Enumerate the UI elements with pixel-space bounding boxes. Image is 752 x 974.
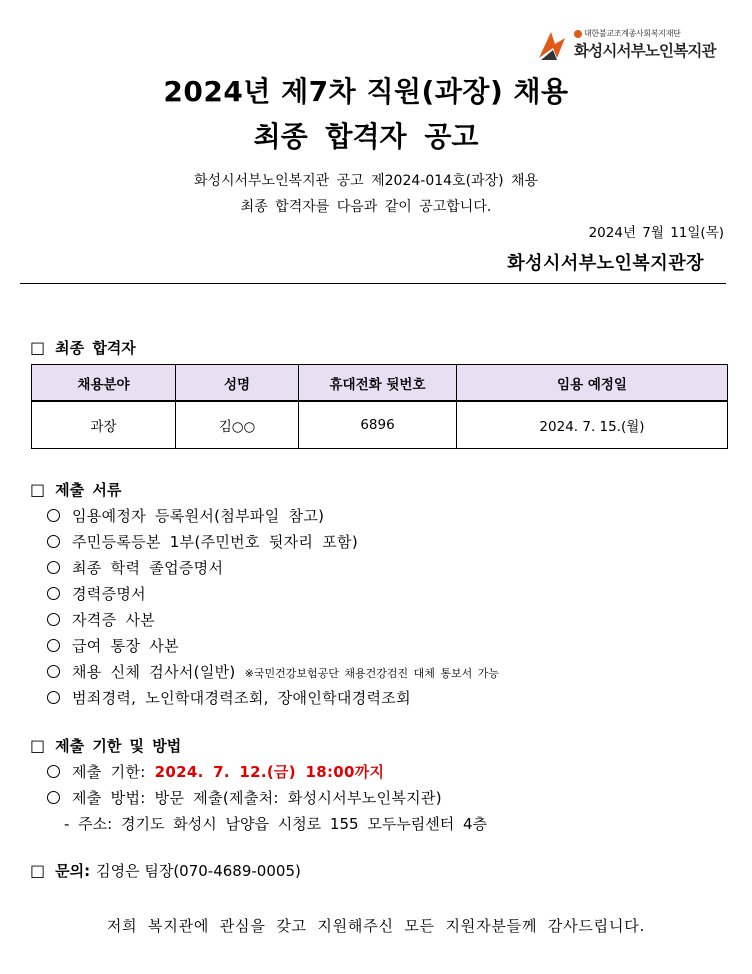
deadline-value: 2024. 7. 12.(금) 18:00까지 (154, 763, 385, 781)
list-item: 자격증 사본 (47, 609, 155, 630)
page-title: 2024년 제7차 직원(과장) 채용 (163, 75, 569, 108)
inquiry (30, 860, 301, 881)
bullet-circle-icon (47, 561, 60, 574)
intro-line-2: 최종 합격자를 다음과 같이 공고합니다. (240, 199, 492, 215)
bullet-circle-icon (47, 639, 60, 652)
list-item: 급여 통장 사본 (47, 635, 179, 656)
section-deadline-heading: □ 제출 기한 및 방법 (30, 736, 182, 755)
bullet-circle-icon (47, 509, 60, 522)
deadline-item: 제출 기한: 2024. 7. 12.(금) 18:00까지 (47, 761, 384, 782)
table-cell: 6896 (299, 401, 457, 449)
inquiry-label: 문의: (55, 862, 91, 880)
intro-line-1: 화성시서부노인복지관 공고 제2024-014호(과장) 채용 (193, 173, 539, 189)
bullet-circle-icon (47, 587, 60, 600)
logo-mark-icon (537, 28, 567, 62)
list-item: 채용 신체 검사서(일반) ※국민건강보험공단 채용건강검진 대체 통보서 가능 (47, 661, 499, 682)
checkbox-glyph: □ (30, 736, 46, 755)
checkbox-glyph: □ (30, 480, 46, 499)
logo-center-name: 화성시서부노인복지관 (574, 42, 716, 60)
method-item: 제출 방법: 방문 제출(제출처: 화성시서부노인복지관) (47, 787, 442, 808)
list-item: 임용예정자 등록원서(첨부파일 참고) (47, 505, 324, 526)
signer-title: 화성시서부노인복지관장 (507, 253, 704, 274)
list-item: 범죄경력, 노인학대경력조회, 장애인학대경력조회 (47, 687, 411, 708)
inquiry-contact: 김영은 팀장(070-4689-0005) (96, 862, 301, 880)
organization-logo (537, 22, 737, 66)
page-subtitle: 최종 합격자 공고 (253, 120, 479, 153)
bullet-circle-icon (47, 613, 60, 626)
address-line: - 주소: 경기도 화성시 남양읍 시청로 155 모두누림센터 4층 (64, 815, 488, 833)
divider (20, 283, 726, 284)
table-header-cell: 휴대전화 뒷번호 (299, 365, 457, 402)
health-check-note: ※국민건강보험공단 채용건강검진 대체 통보서 가능 (244, 667, 499, 680)
list-item: 주민등록등본 1부(주민번호 뒷자리 포함) (47, 531, 358, 552)
announcement-date: 2024년 7월 11일(목) (588, 225, 724, 241)
results-table (31, 364, 728, 449)
table-cell: 2024. 7. 15.(월) (457, 401, 728, 449)
bullet-circle-icon (47, 765, 60, 778)
table-header-cell: 임용 예정일 (457, 365, 728, 402)
section-documents-heading: □ 제출 서류 (30, 480, 122, 499)
table-header-cell: 채용분야 (32, 365, 176, 402)
section-final-heading: □ 최종 합격자 (30, 338, 136, 357)
table-header-cell: 성명 (176, 365, 299, 402)
list-item: 최종 학력 졸업증명서 (47, 557, 223, 578)
bullet-circle-icon (47, 691, 60, 704)
checkbox-glyph: □ (30, 338, 46, 357)
checkbox-glyph: □ (30, 861, 46, 880)
table-row (32, 401, 728, 449)
table-cell: 김○○ (176, 401, 299, 449)
bullet-circle-icon (47, 535, 60, 548)
closing-message: 저희 복지관에 관심을 갖고 지원해주신 모든 지원자분들께 감사드립니다. (106, 917, 646, 935)
table-header-row (32, 365, 728, 402)
list-item: 경력증명서 (47, 583, 146, 604)
table-cell: 과장 (32, 401, 176, 449)
logo-foundation-name: 대한불교조계종사회복지재단 (574, 28, 681, 39)
bullet-circle-icon (47, 791, 60, 804)
bullet-circle-icon (47, 665, 60, 678)
